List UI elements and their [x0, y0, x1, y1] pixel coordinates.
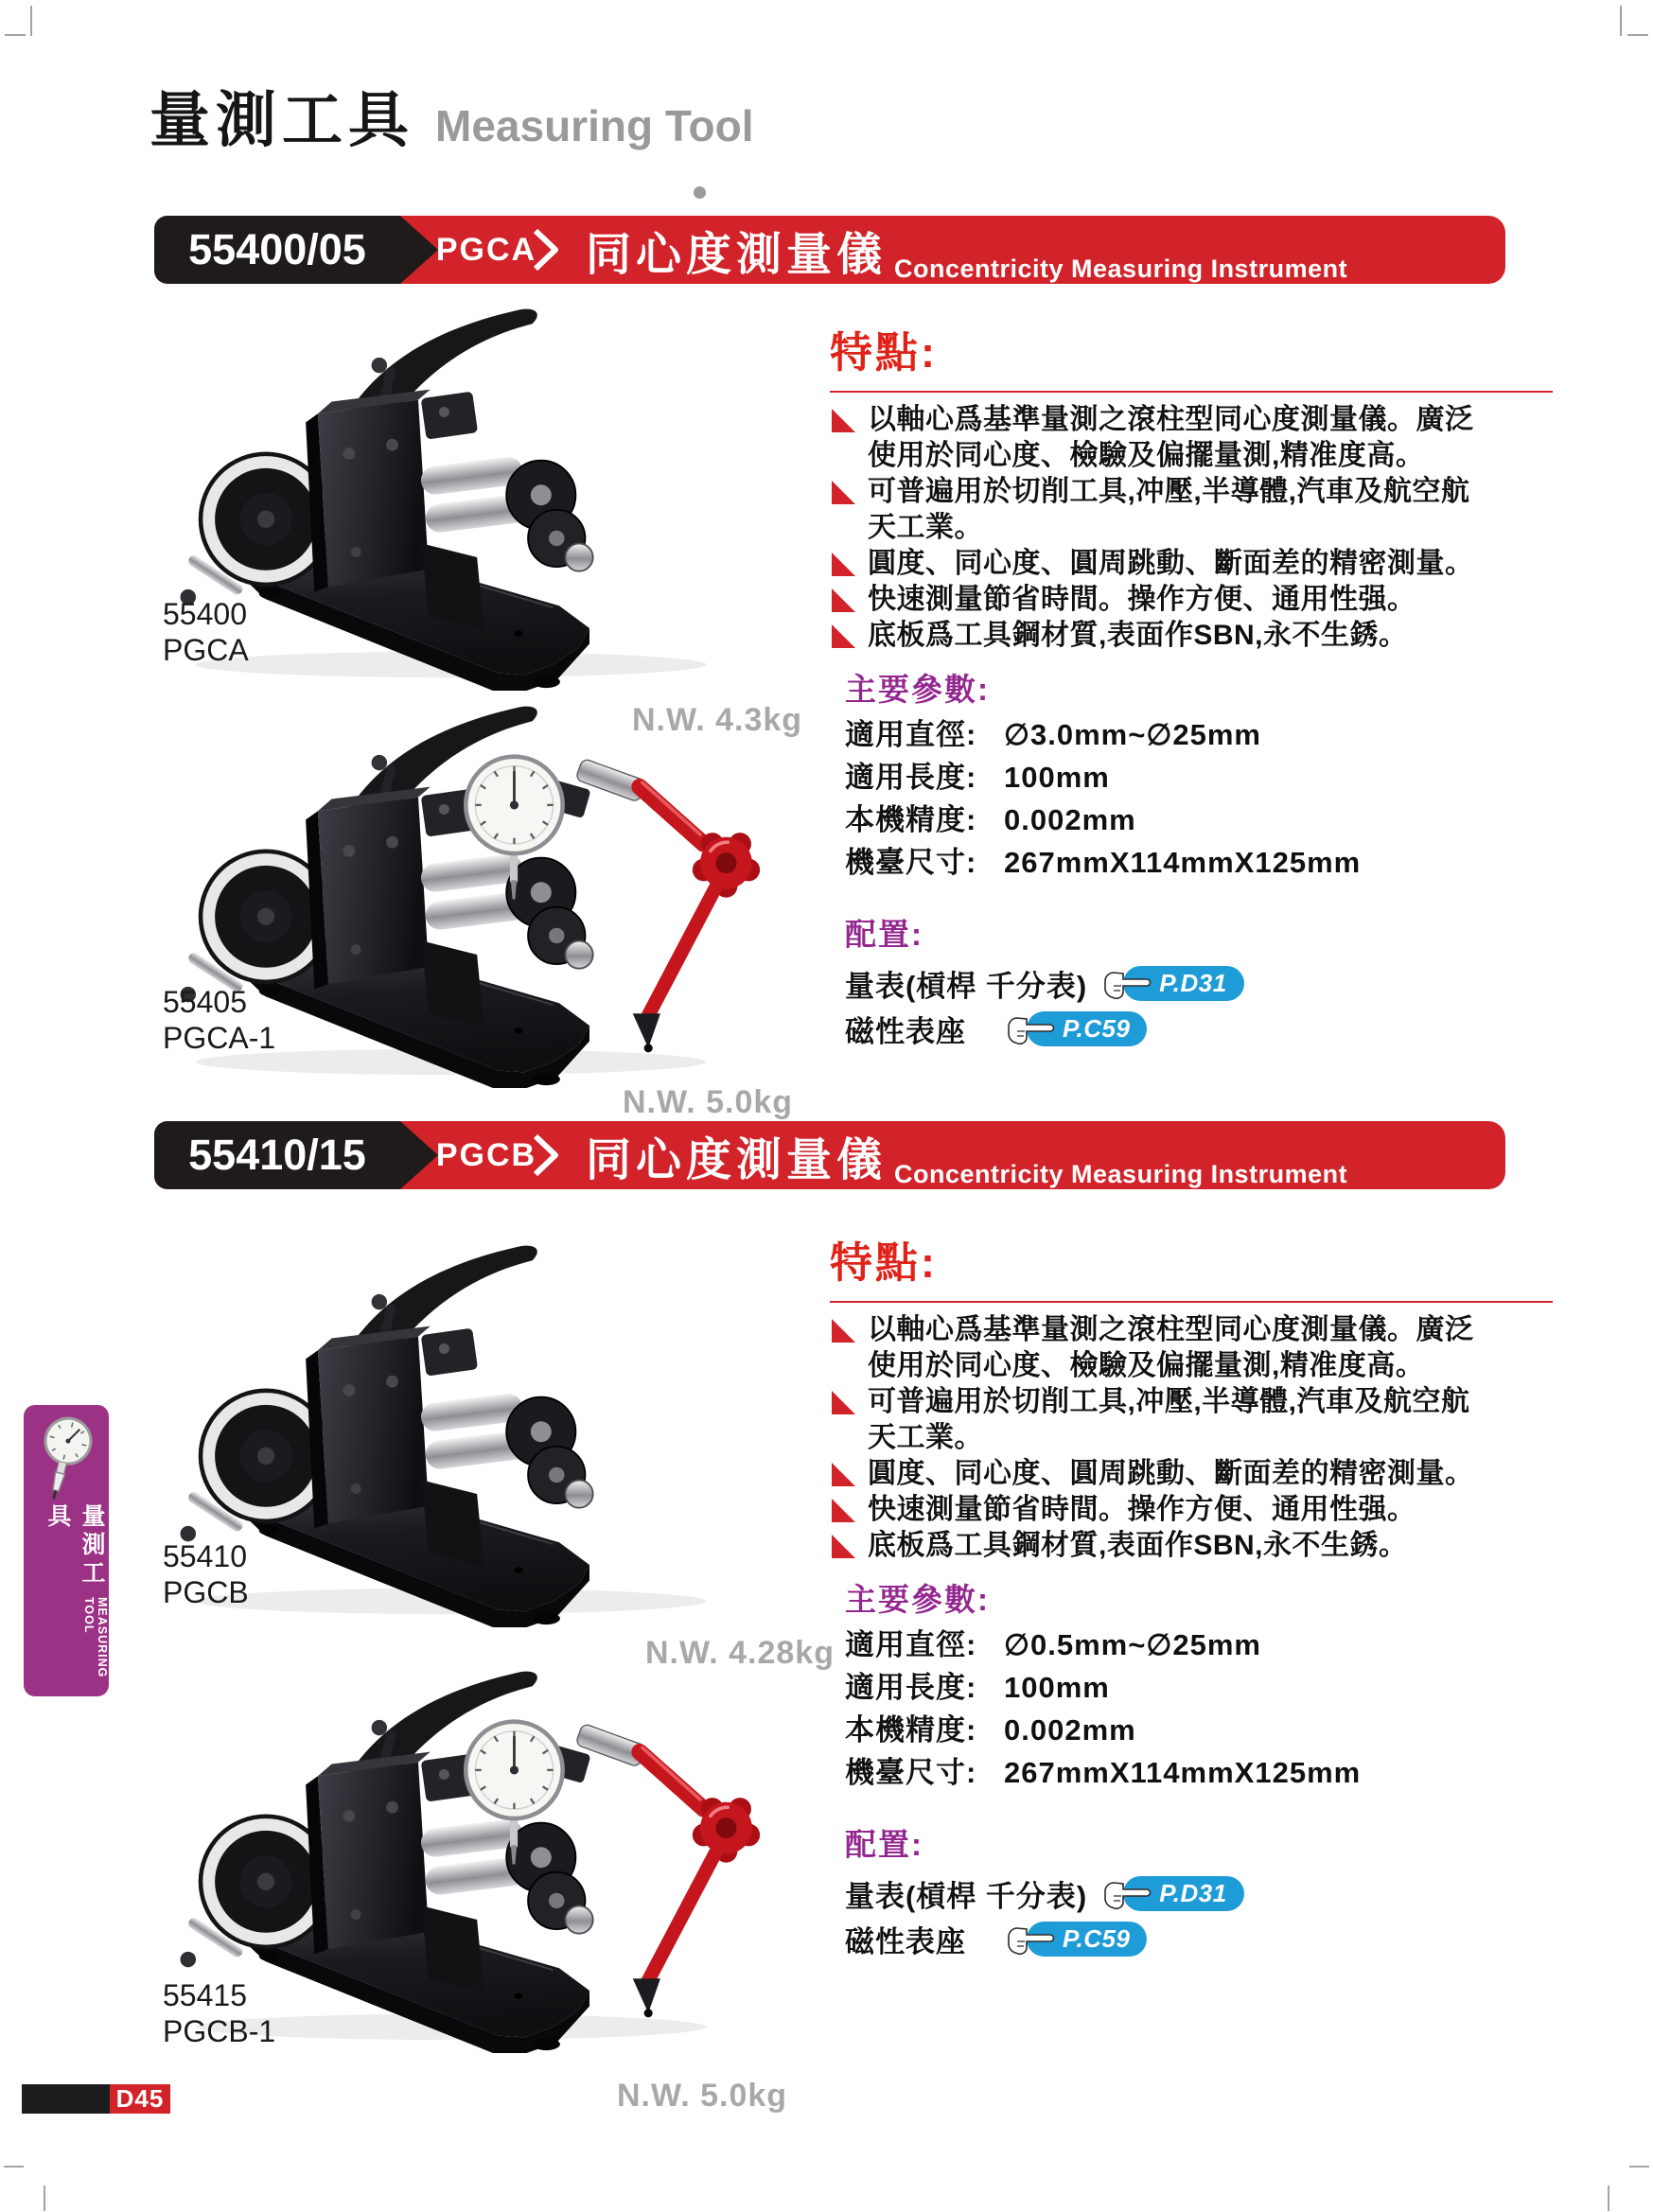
feature-item: 快速測量節省時間。操作方便、通用性强。: [830, 1492, 1477, 1528]
config-row: [845, 960, 1555, 1006]
product-label: [163, 984, 275, 1056]
param-value: ∅3.0mm~∅25mm: [1004, 718, 1261, 751]
params-heading: 主要參數:: [845, 1582, 990, 1617]
features-heading: 特點:: [830, 1238, 938, 1287]
product-code: 55415: [163, 1978, 247, 2012]
config-row: [845, 1870, 1555, 1916]
banner-title-zh: 同心度測量儀: [586, 229, 888, 280]
footer-page-tag: [110, 2084, 170, 2114]
param-value: 0.002mm: [1004, 803, 1136, 836]
banner-code: 55400/05: [188, 225, 366, 273]
param-label: 本機精度:: [845, 803, 977, 836]
crop-mark: [30, 6, 32, 36]
section-info-55400: [830, 318, 1555, 1051]
product-model: PGCB: [163, 1575, 249, 1609]
product-code: 55405: [163, 985, 247, 1019]
param-value: 0.002mm: [1004, 1713, 1136, 1747]
param-row: [845, 1624, 1555, 1666]
param-label: 適用直徑:: [845, 1628, 977, 1661]
side-tab-label-en: MEASURING TOOL: [82, 1596, 109, 1678]
chapter-side-tab: [24, 1405, 109, 1696]
crop-mark: [4, 2166, 24, 2168]
banner-code-tag: [154, 216, 400, 284]
footer-bar: [22, 2084, 110, 2114]
crop-mark: [1629, 2166, 1649, 2168]
param-row: [845, 841, 1555, 884]
features-list: [830, 1312, 1477, 1564]
banner-model: PGCB: [435, 1136, 537, 1173]
param-row: [845, 1709, 1555, 1751]
params-table: [845, 1624, 1555, 1794]
side-tab-text: [24, 1503, 109, 1689]
product-weight: N.W. 4.28kg: [645, 1635, 835, 1671]
section-banner-55410: [154, 1121, 1505, 1189]
crop-mark: [1620, 6, 1622, 36]
product-model: PGCA: [163, 633, 249, 667]
config-list: [845, 1870, 1555, 1961]
product-code: 55400: [163, 597, 247, 631]
section-banner-55400: [154, 216, 1505, 284]
param-label: 機臺尺寸:: [845, 1756, 977, 1789]
param-label: 適用長度:: [845, 1671, 977, 1704]
crop-mark: [44, 2186, 45, 2211]
param-row: [845, 1751, 1555, 1794]
config-heading: 配置:: [845, 917, 923, 952]
pointing-hand-icon: [1004, 1010, 1055, 1046]
product-label: [163, 1977, 275, 2049]
product-weight: N.W. 4.3kg: [632, 702, 803, 738]
feature-item: 以軸心爲基準量測之滾柱型同心度測量儀。廣泛使用於同心度、檢驗及偏擺量測,精准度高。: [830, 1312, 1477, 1384]
features-divider: [830, 1301, 1553, 1303]
feature-item: 可普遍用於切削工具,冲壓,半導體,汽車及航空航天工業。: [830, 1384, 1477, 1456]
feature-item: 圓度、同心度、圓周跳動、斷面差的精密測量。: [830, 1456, 1477, 1492]
crop-mark: [5, 34, 26, 36]
product-model: PGCA-1: [163, 1021, 276, 1055]
pointing-hand-icon: [1100, 1875, 1152, 1911]
feature-item: 以軸心爲基準量測之滾柱型同心度測量儀。廣泛使用於同心度、檢驗及偏擺量測,精准度高。: [830, 402, 1477, 474]
page-ref-label: P.C59: [1027, 1922, 1147, 1957]
chevron-separator-icon: [531, 228, 561, 272]
crop-mark: [1627, 34, 1648, 36]
config-label: 磁性表座: [845, 1924, 966, 1958]
param-value: ∅0.5mm~∅25mm: [1004, 1628, 1261, 1661]
config-list: [845, 960, 1555, 1051]
page-ref-badge[interactable]: [1004, 1921, 1147, 1957]
section-info-55410: [830, 1228, 1555, 1961]
param-row: [845, 799, 1555, 841]
page-title: [149, 72, 754, 159]
banner-title-zh: 同心度測量儀: [586, 1134, 888, 1185]
side-tab-label-zh: 量測工具: [44, 1503, 105, 1589]
features-heading: 特點:: [830, 328, 938, 377]
pointing-hand-icon: [1004, 1921, 1055, 1957]
page-ref-badge[interactable]: [1100, 1875, 1243, 1911]
dial-indicator-icon: [31, 1413, 103, 1503]
config-label: 量表(槓桿 千分表): [845, 969, 1088, 1003]
params-table: [845, 713, 1555, 884]
product-label: [163, 596, 249, 668]
config-heading: 配置:: [845, 1827, 923, 1862]
page-title-en: Measuring Tool: [435, 101, 754, 150]
param-row: [845, 756, 1555, 799]
param-label: 本機精度:: [845, 1713, 977, 1747]
param-value: 100mm: [1004, 761, 1110, 794]
feature-item: 可普遍用於切削工具,冲壓,半導體,汽車及航空航天工業。: [830, 474, 1477, 546]
banner-title-en: Concentricity Measuring Instrument: [894, 255, 1348, 283]
product-label: [163, 1538, 249, 1610]
param-value: 267mmX114mmX125mm: [1004, 846, 1362, 879]
banner-title-en: Concentricity Measuring Instrument: [894, 1160, 1348, 1188]
product-photo-55400: [166, 284, 771, 691]
feature-item: 快速測量節省時間。操作方便、通用性强。: [830, 582, 1477, 618]
product-photo-55410: [166, 1220, 771, 1627]
params-heading: 主要參數:: [845, 672, 990, 707]
config-row: [845, 1006, 1555, 1051]
product-model: PGCB-1: [163, 2014, 276, 2048]
product-weight: N.W. 5.0kg: [623, 1084, 794, 1120]
config-label: 磁性表座: [845, 1014, 966, 1048]
features-divider: [830, 391, 1553, 393]
page-title-zh: 量測工具: [149, 86, 414, 154]
crop-mark: [1608, 2186, 1609, 2211]
banner-code-tag: [154, 1121, 400, 1189]
banner-code: 55410/15: [188, 1131, 366, 1179]
pointing-hand-icon: [1100, 965, 1152, 1001]
param-label: 機臺尺寸:: [845, 846, 977, 879]
page-number: D45: [115, 2084, 165, 2113]
config-label: 量表(槓桿 千分表): [845, 1879, 1088, 1913]
page-ref-badge[interactable]: [1004, 1010, 1147, 1046]
param-value: 267mmX114mmX125mm: [1004, 1756, 1362, 1789]
chevron-separator-icon: [531, 1133, 561, 1177]
page-ref-label: P.D31: [1123, 1876, 1243, 1911]
feature-item: 圓度、同心度、圓周跳動、斷面差的精密測量。: [830, 546, 1477, 582]
param-value: 100mm: [1004, 1671, 1110, 1704]
param-label: 適用直徑:: [845, 718, 977, 751]
param-label: 適用長度:: [845, 761, 977, 794]
banner-model: PGCA: [435, 231, 537, 268]
page-ref-label: P.C59: [1027, 1011, 1147, 1046]
feature-item: 底板爲工具鋼材質,表面作SBN,永不生銹。: [830, 1528, 1477, 1564]
product-weight: N.W. 5.0kg: [617, 2078, 788, 2114]
registration-dot: [694, 186, 706, 199]
feature-item: 底板爲工具鋼材質,表面作SBN,永不生銹。: [830, 618, 1477, 654]
page-ref-badge[interactable]: [1100, 965, 1243, 1001]
param-row: [845, 713, 1555, 756]
page-ref-label: P.D31: [1123, 966, 1243, 1001]
param-row: [845, 1666, 1555, 1709]
features-list: [830, 402, 1477, 654]
config-row: [845, 1916, 1555, 1961]
product-code: 55410: [163, 1539, 247, 1573]
